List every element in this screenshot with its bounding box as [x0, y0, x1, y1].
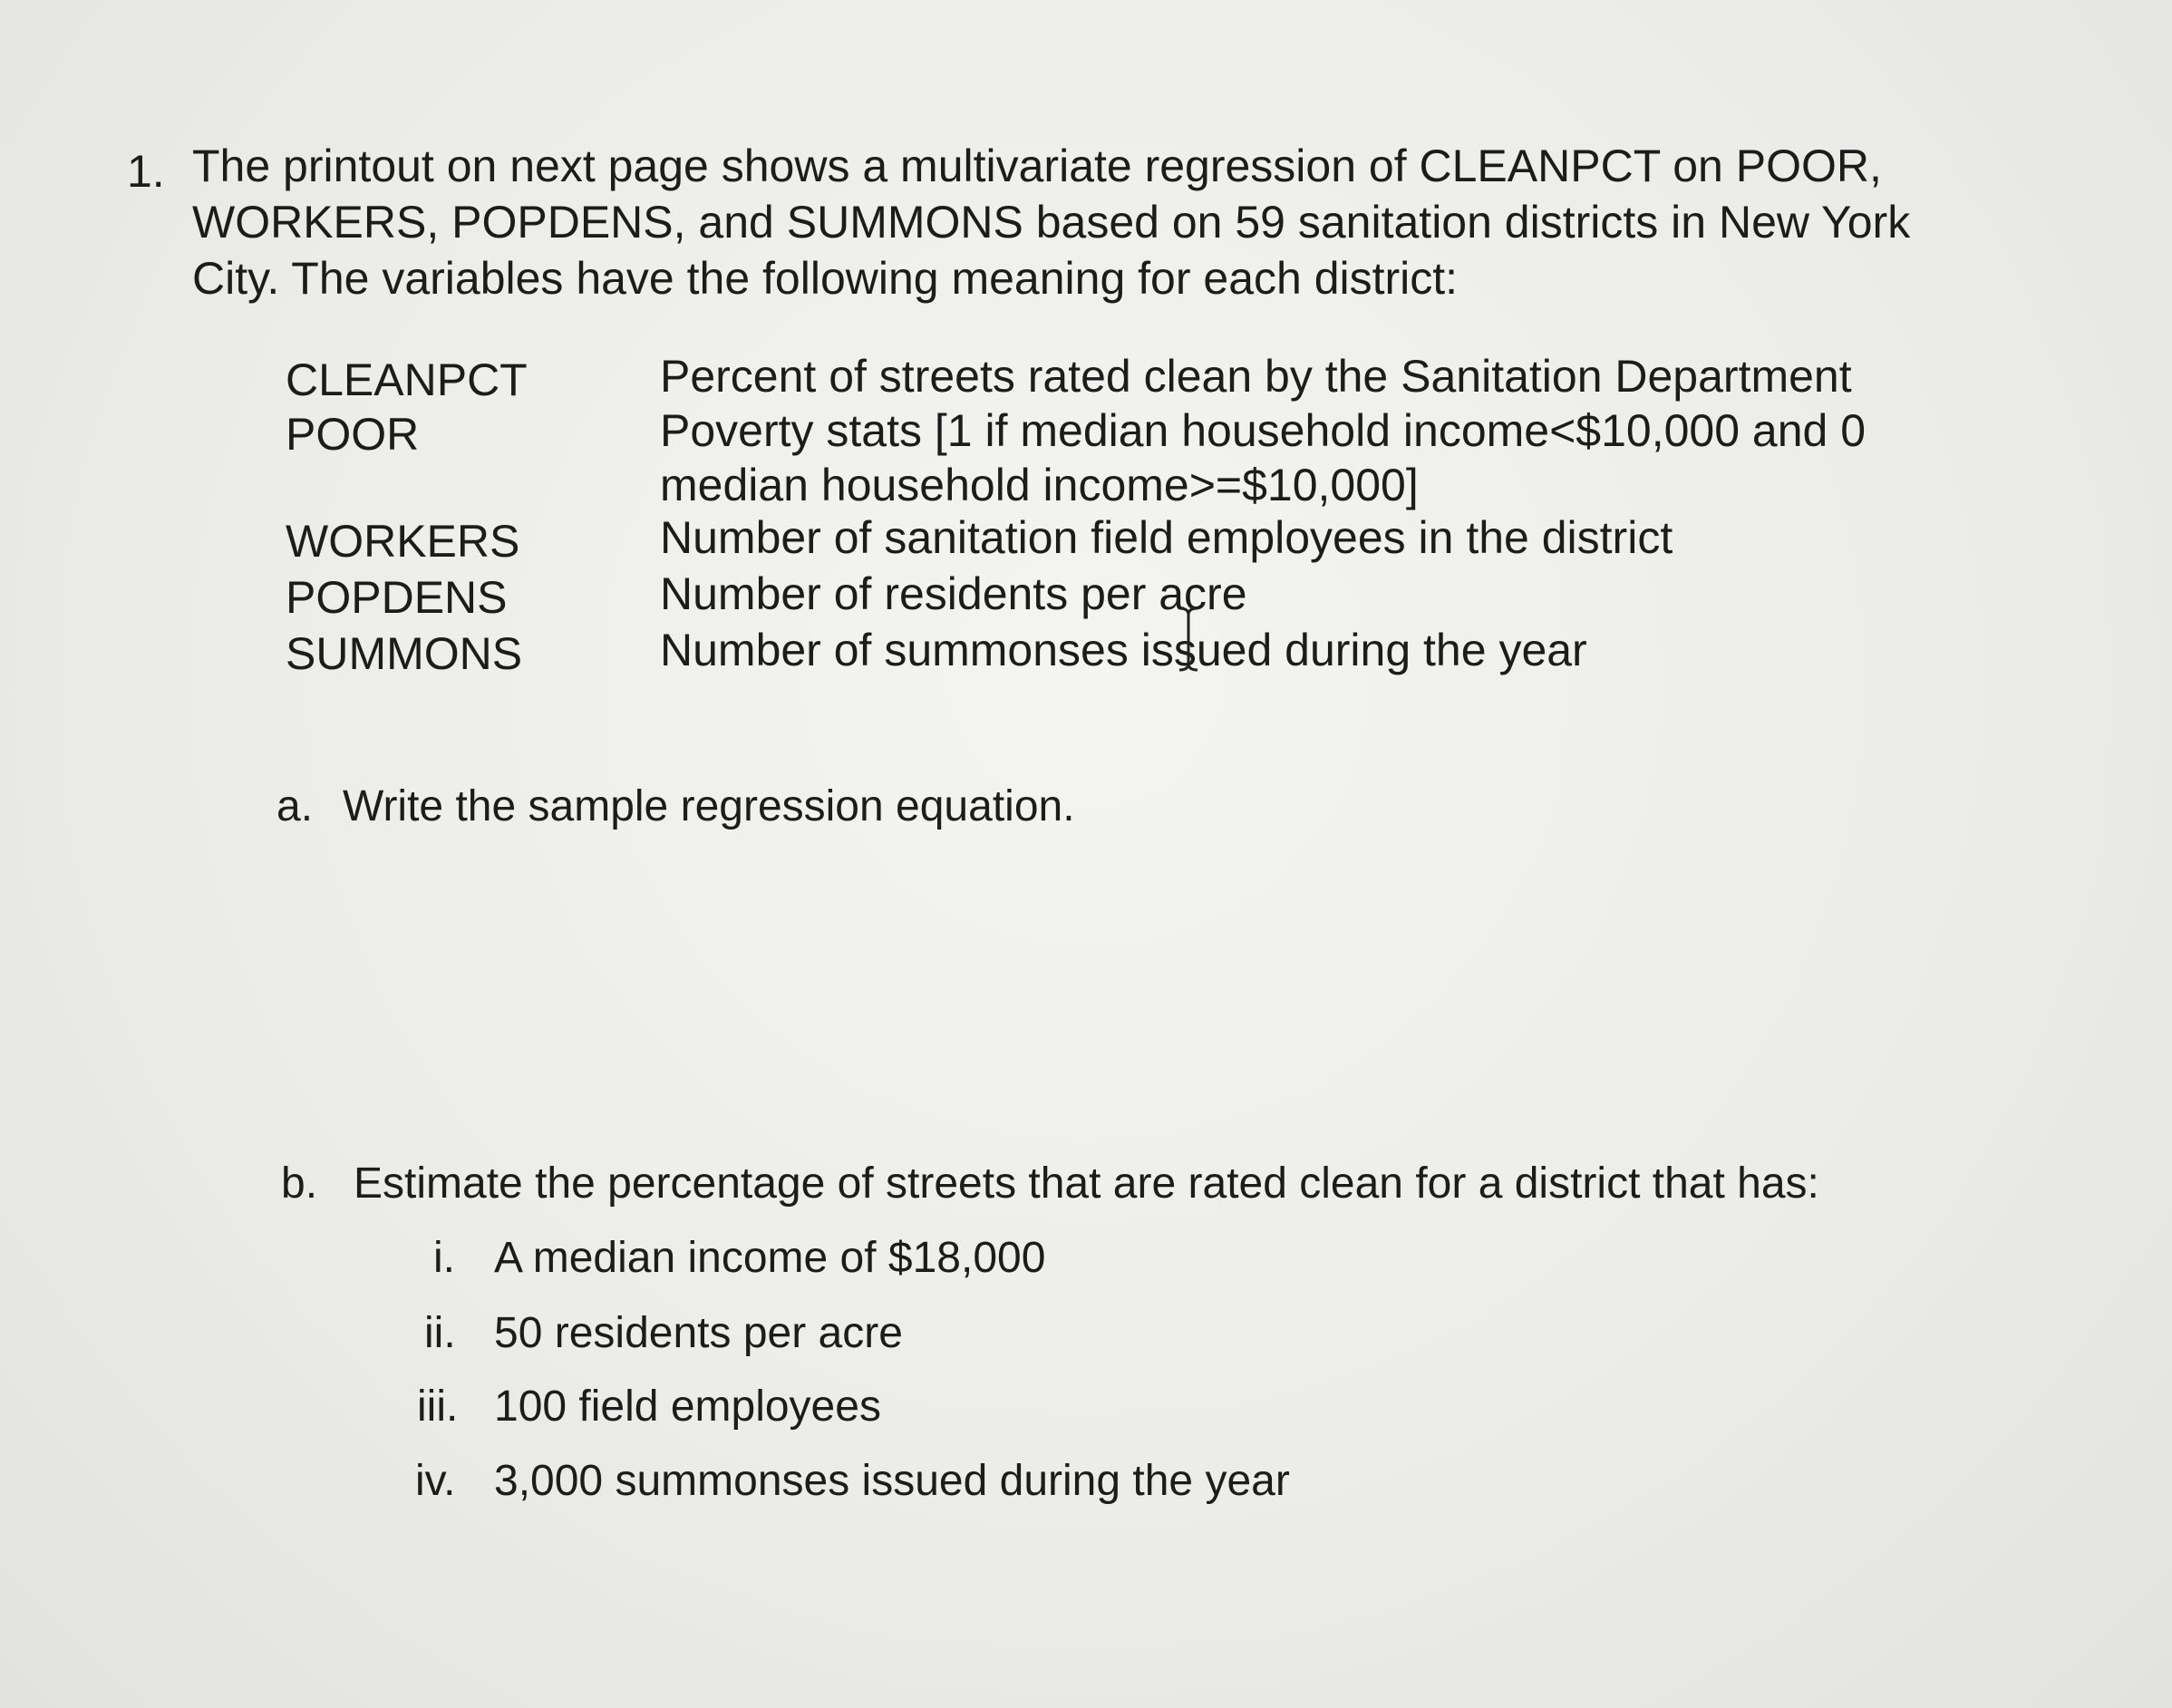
variable-desc-poor: Poverty stats [1 if median household income<$10,000 and 0 median household income>=$10,000] [660, 405, 1867, 510]
part-b-item-label: ii. [424, 1309, 456, 1357]
variable-name-popdens: POPDENS [286, 572, 508, 623]
part-b-text: Estimate the percentage of streets that are rated clean for a district that has: [354, 1160, 1819, 1208]
variable-desc-cleanpct: Percent of streets rated clean by the Sanitation Department [660, 351, 1852, 402]
part-a-text: Write the sample regression equation. [343, 782, 1075, 830]
variable-name-cleanpct: CLEANPCT [286, 354, 528, 405]
variable-desc-summons: Number of summonses issued during the year [660, 625, 1587, 675]
part-b-item-text: 50 residents per acre [494, 1309, 903, 1357]
variable-desc-workers: Number of sanitation field employees in the district [660, 512, 1673, 563]
question-number: 1. [127, 146, 165, 197]
variable-desc-popdens: Number of residents per acre [660, 568, 1247, 619]
variable-name-summons: SUMMONS [286, 628, 523, 679]
variable-name-poor: POOR [286, 409, 420, 460]
part-a-label: a. [276, 782, 314, 830]
i-beam-cursor-icon [1177, 606, 1200, 673]
part-b-item-label: iv. [415, 1457, 456, 1505]
part-b-label: b. [281, 1160, 318, 1208]
part-b-item-label: i. [433, 1234, 455, 1282]
part-b-item-text: A median income of $18,000 [494, 1234, 1046, 1282]
variable-name-workers: WORKERS [286, 516, 520, 567]
question-text: The printout on next page shows a multivariate regression of CLEANPCT on POOR, WORKERS, POPDENS, and SUMMONS based on 59 sanitation districts in New York City. The variables have the following meaning for each district: [192, 141, 1911, 304]
part-b-item-text: 100 field employees [494, 1383, 881, 1431]
part-b-item-label: iii. [417, 1383, 459, 1431]
part-b-item-text: 3,000 summonses issued during the year [494, 1457, 1290, 1505]
